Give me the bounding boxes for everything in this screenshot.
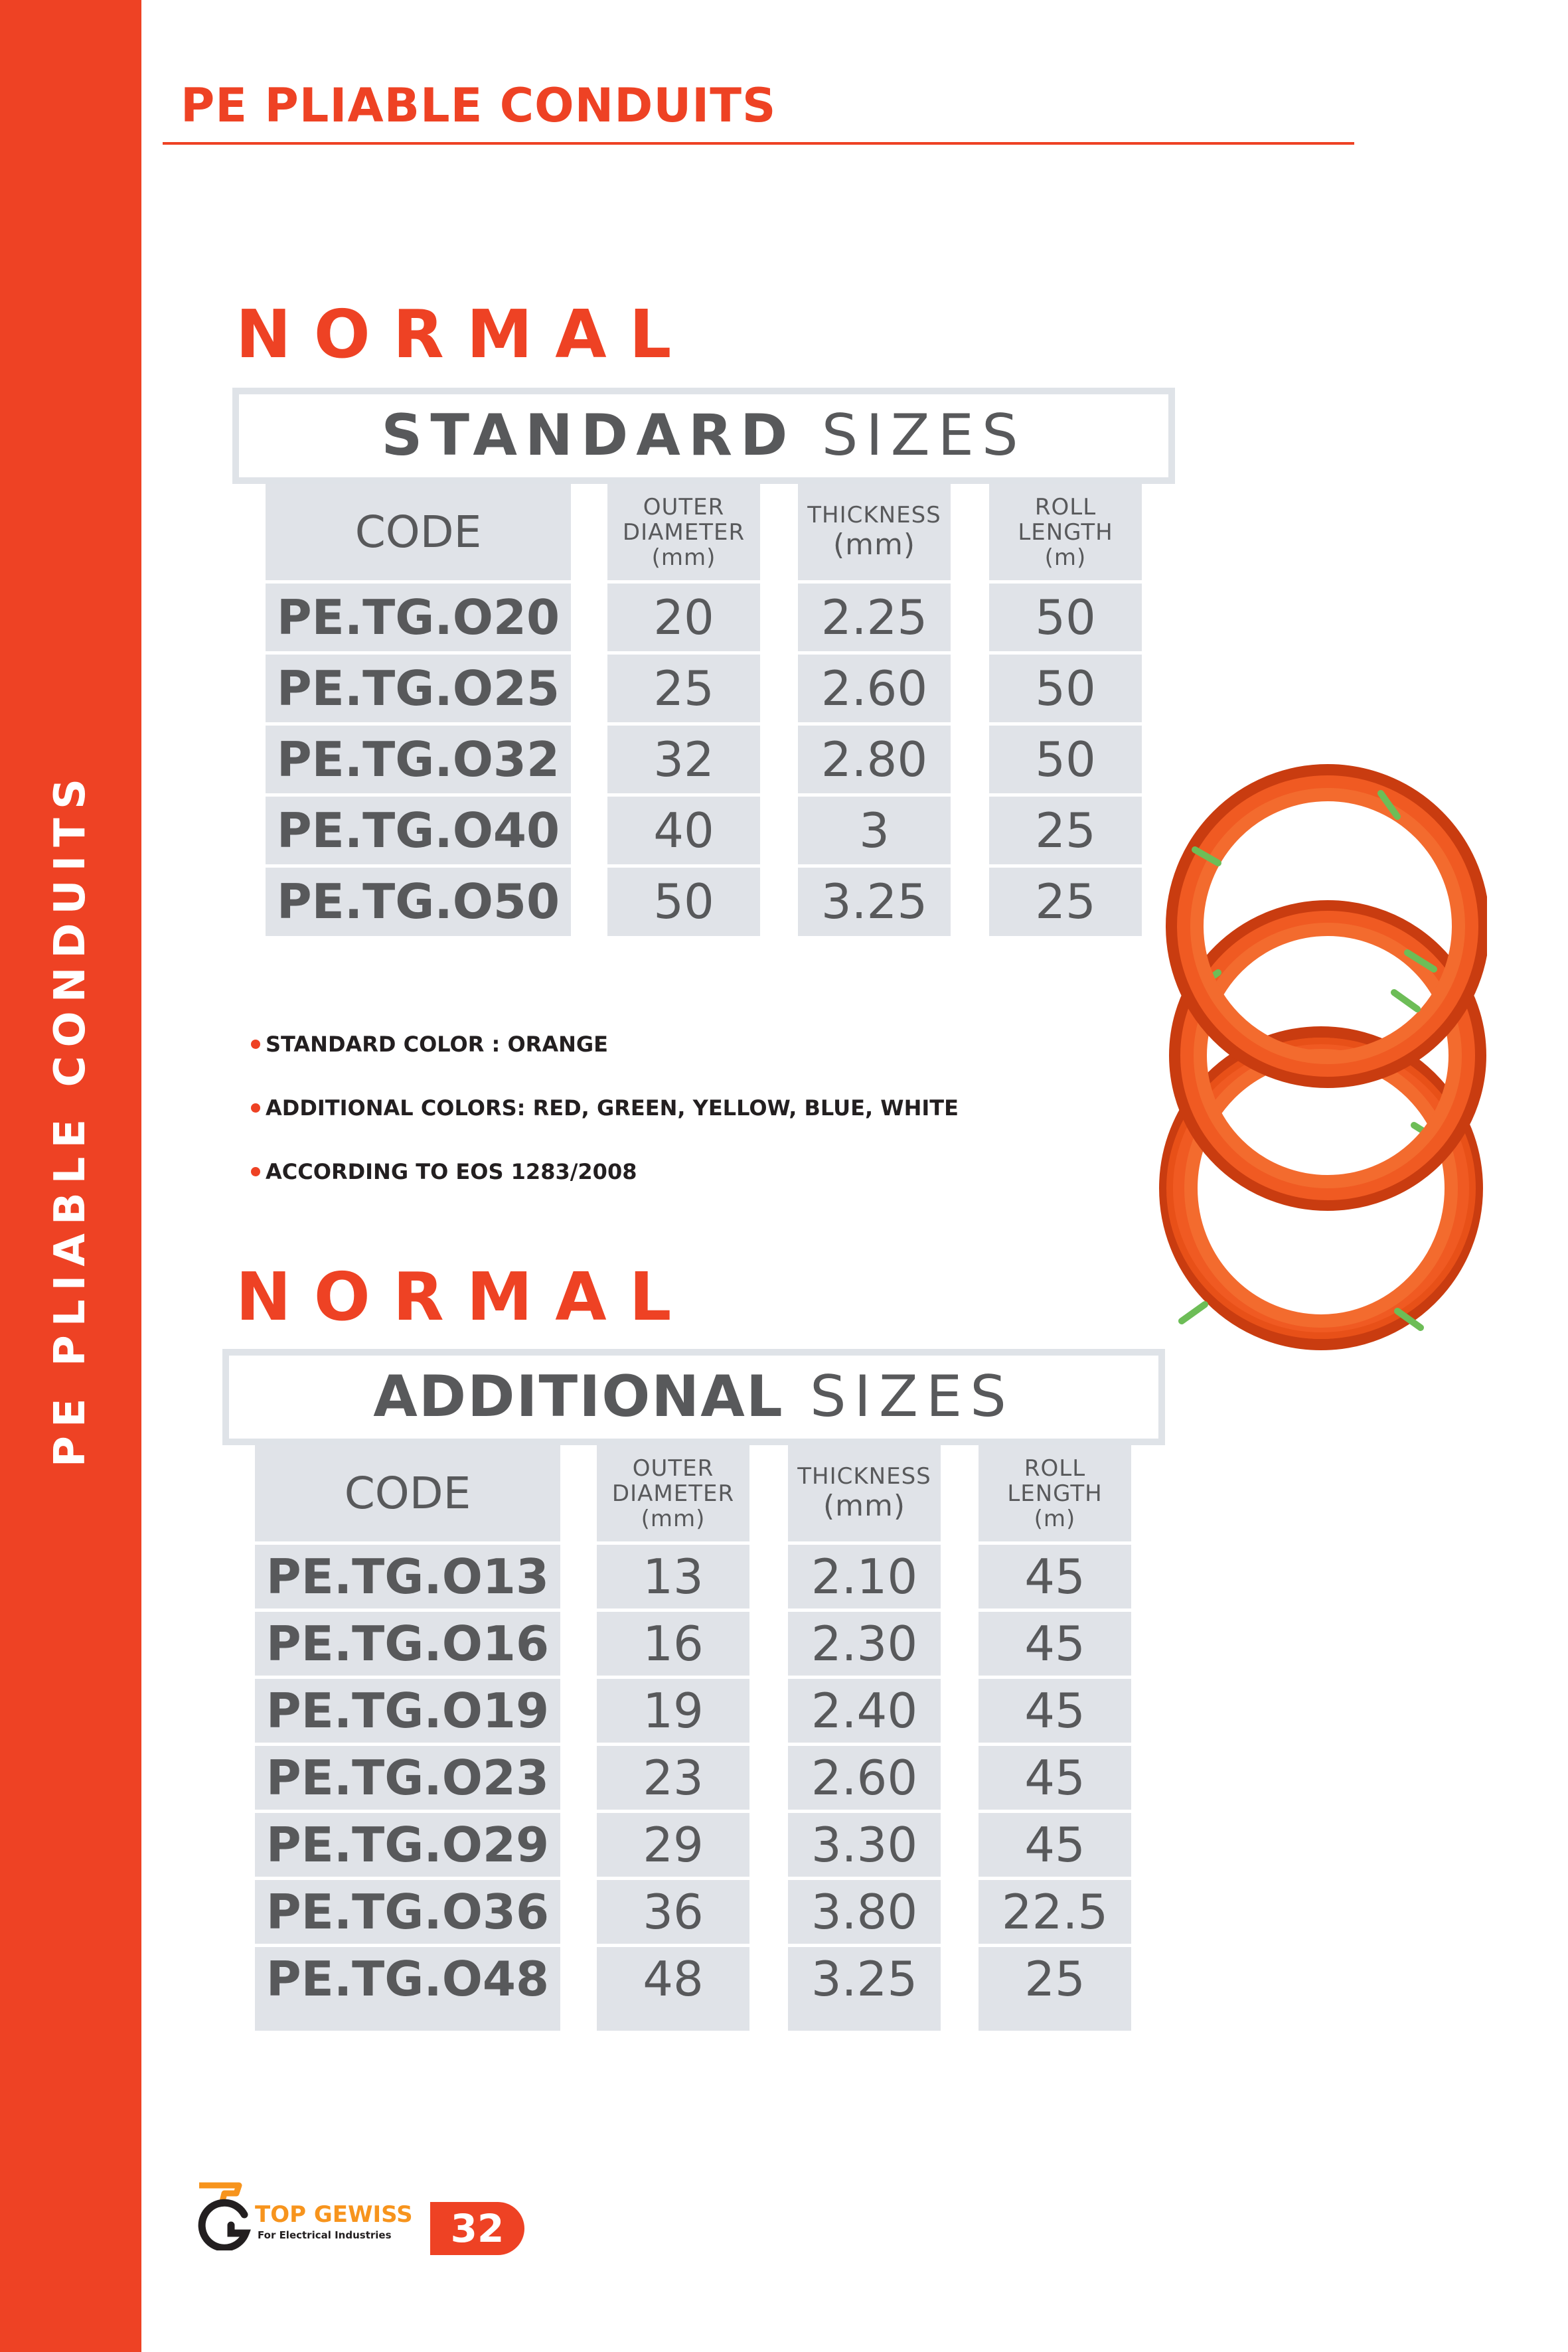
- table-cell: PE.TG.O19: [266, 1683, 550, 1739]
- table-cell: 45: [1024, 1616, 1085, 1672]
- additional-thickness-column: [788, 1445, 941, 2031]
- table-cell: 32: [653, 732, 714, 787]
- sidebar: [0, 0, 141, 2352]
- table-cell: PE.TG.O32: [276, 732, 560, 787]
- bullet-icon: [251, 1167, 260, 1176]
- table-cell: 50: [1035, 732, 1096, 787]
- table-cell: PE.TG.O48: [266, 1951, 550, 2007]
- table-cell: PE.TG.O36: [266, 1884, 550, 1940]
- standard-code-header: CODE: [354, 507, 482, 558]
- table-cell: 19: [643, 1683, 704, 1739]
- bullet-icon: [251, 1040, 260, 1049]
- list-item: ADDITIONAL COLORS: RED, GREEN, YELLOW, BLUE, WHITE: [251, 1076, 959, 1140]
- additional-banner-bold: ADDITIONAL: [373, 1364, 784, 1430]
- page-number-badge: [430, 2202, 524, 2255]
- table-cell: 50: [1035, 661, 1096, 716]
- table-cell: 45: [1024, 1683, 1085, 1739]
- table-cell: 48: [643, 1951, 704, 2007]
- standard-banner-bold: STANDARD: [381, 402, 796, 469]
- table-cell: 29: [643, 1817, 704, 1873]
- page-title: PE PLIABLE CONDUITS: [181, 78, 777, 133]
- table-cell: PE.TG.O23: [266, 1750, 550, 1806]
- table-cell: 2.80: [821, 732, 928, 787]
- standard-code-column: [266, 484, 571, 936]
- table-cell: 50: [1035, 589, 1096, 645]
- standard-heading: NORMAL: [236, 295, 694, 373]
- sidebar-label: PE PLIABLE CONDUITS: [46, 769, 95, 1468]
- title-divider: [163, 142, 1354, 145]
- standard-roll-column: [989, 484, 1142, 936]
- table-cell: 25: [1035, 803, 1096, 858]
- table-cell: 2.40: [811, 1683, 918, 1739]
- additional-banner-light: SIZES: [809, 1364, 1014, 1430]
- standard-thickness-column: [798, 484, 951, 936]
- table-cell: PE.TG.O25: [276, 661, 560, 716]
- table-cell: 45: [1024, 1817, 1085, 1873]
- table-cell: 25: [653, 661, 714, 716]
- table-cell: 36: [643, 1884, 704, 1940]
- standard-sizes-banner: [232, 388, 1175, 484]
- page-number: 32: [450, 2206, 505, 2251]
- additional-thickness-header: THICKNESS (mm): [797, 1462, 931, 1523]
- table-cell: 2.10: [811, 1549, 918, 1605]
- table-cell: 22.5: [1001, 1884, 1109, 1940]
- table-cell: 3.30: [811, 1817, 918, 1873]
- table-cell: 13: [643, 1549, 704, 1605]
- table-cell: 3.25: [811, 1951, 918, 2007]
- table-cell: 3: [859, 803, 890, 858]
- table-cell: 45: [1024, 1750, 1085, 1806]
- table-cell: 3.25: [821, 874, 928, 929]
- bullet-icon: [251, 1103, 260, 1113]
- table-cell: 2.30: [811, 1616, 918, 1672]
- table-cell: 20: [653, 589, 714, 645]
- additional-sizes-banner: [222, 1349, 1165, 1445]
- additional-roll-header: ROLL LENGTH (m): [1007, 1454, 1103, 1532]
- table-cell: PE.TG.O20: [276, 589, 560, 645]
- table-cell: 2.25: [821, 589, 928, 645]
- standard-roll-header: ROLL LENGTH (m): [1018, 493, 1113, 571]
- standard-outer-header: OUTER DIAMETER (mm): [622, 493, 745, 571]
- table-cell: PE.TG.O50: [276, 874, 560, 929]
- table-cell: 25: [1024, 1951, 1085, 2007]
- standard-thickness-header: THICKNESS (mm): [807, 501, 941, 562]
- table-cell: 16: [643, 1616, 704, 1672]
- brand-name: TOP GEWISS: [255, 2201, 413, 2228]
- additional-roll-column: [979, 1445, 1131, 2031]
- additional-code-header: CODE: [344, 1468, 471, 1519]
- table-cell: PE.TG.O29: [266, 1817, 550, 1873]
- table-cell: 25: [1035, 874, 1096, 929]
- table-cell: PE.TG.O40: [276, 803, 560, 858]
- brand-tagline: For Electrical Industries: [258, 2229, 392, 2241]
- table-cell: PE.TG.O16: [266, 1616, 550, 1672]
- table-cell: 2.60: [811, 1750, 918, 1806]
- standard-banner-light: SIZES: [821, 402, 1026, 469]
- list-item: STANDARD COLOR : ORANGE: [251, 1012, 959, 1076]
- table-cell: PE.TG.O13: [266, 1549, 550, 1605]
- table-cell: 23: [643, 1750, 704, 1806]
- list-item: ACCORDING TO EOS 1283/2008: [251, 1140, 959, 1204]
- table-cell: 2.60: [821, 661, 928, 716]
- conduit-coils-image: [1155, 763, 1487, 1361]
- additional-outer-header: OUTER DIAMETER (mm): [611, 1454, 735, 1532]
- additional-code-column: [255, 1445, 560, 2031]
- notes-list: [251, 1012, 959, 1204]
- table-cell: 40: [653, 803, 714, 858]
- table-cell: 3.80: [811, 1884, 918, 1940]
- additional-outer-column: [597, 1445, 749, 2031]
- table-cell: 50: [653, 874, 714, 929]
- additional-heading: NORMAL: [236, 1258, 694, 1336]
- standard-outer-column: [607, 484, 760, 936]
- table-cell: 45: [1024, 1549, 1085, 1605]
